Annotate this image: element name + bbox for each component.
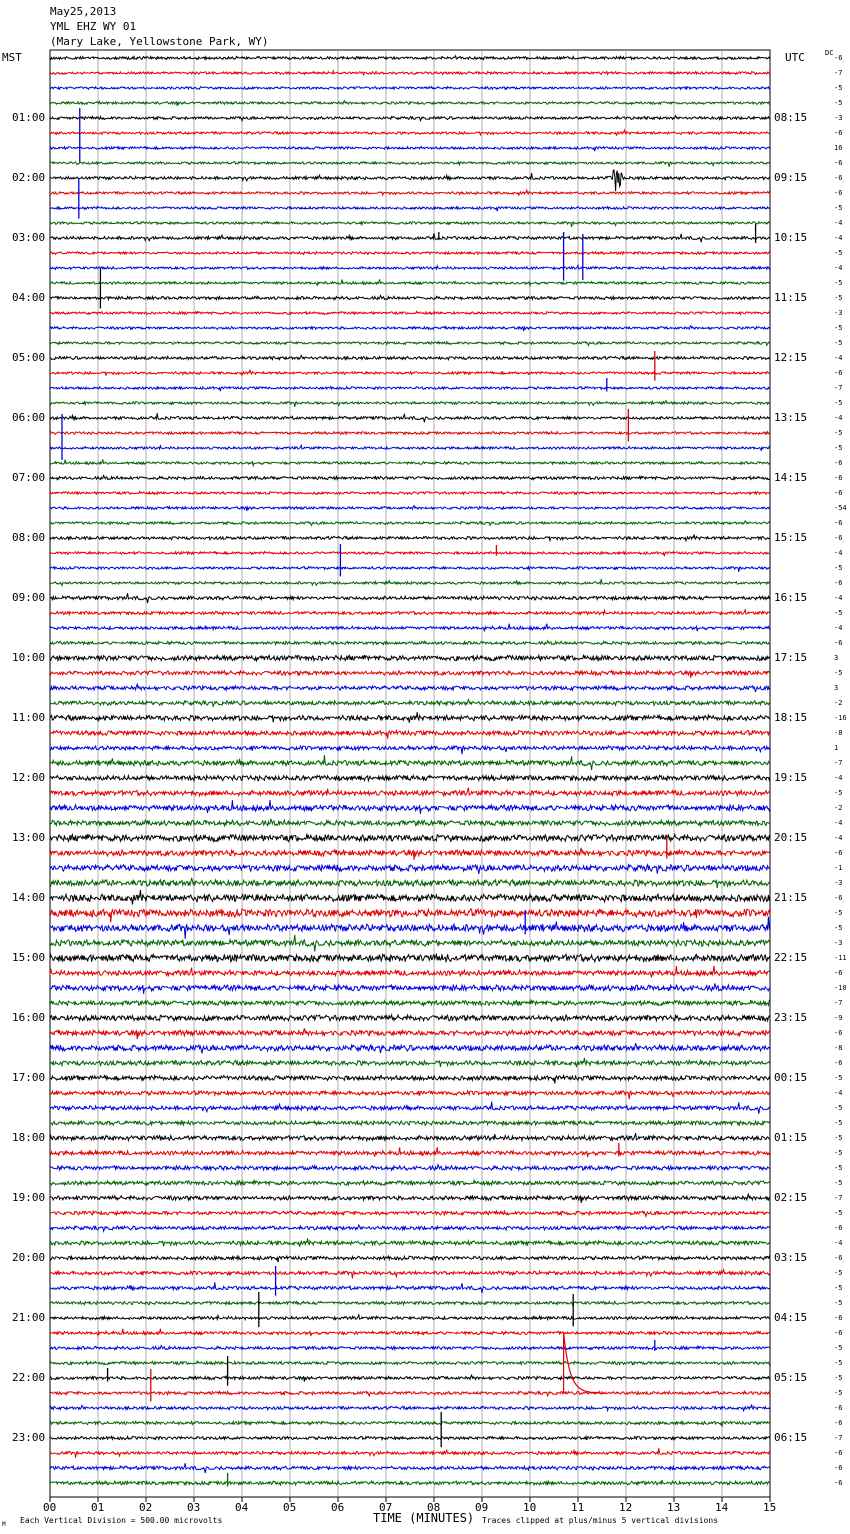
dc-offset-label: -5 [834, 1389, 843, 1397]
seismic-trace [50, 684, 770, 692]
left-hour-label: 03:00 [12, 231, 46, 244]
station-location: (Mary Lake, Yellowstone Park, WY) [50, 35, 269, 48]
seismic-trace [50, 265, 770, 269]
seismic-trace [50, 865, 770, 874]
dc-offset-label: 1 [834, 744, 839, 752]
dc-offset-label: -2 [834, 804, 843, 812]
dc-offset-label: -5 [834, 1149, 843, 1157]
seismic-trace [50, 1270, 770, 1279]
dc-offset-label: -5 [834, 564, 843, 572]
left-timezone-label: MST [2, 51, 22, 64]
seismic-trace [50, 1301, 770, 1304]
seismic-trace [50, 233, 770, 242]
dc-offset-label: -6 [834, 579, 843, 587]
dc-offset-label: -6 [834, 1254, 843, 1262]
left-hour-label: 15:00 [12, 951, 46, 964]
seismic-trace [50, 878, 770, 888]
right-hour-label: 10:15 [774, 231, 808, 244]
dc-offset-label: -5 [834, 669, 843, 677]
right-hour-label: 11:15 [774, 291, 808, 304]
dc-offset-label: -4 [834, 774, 843, 782]
dc-offset-label: -7 [834, 384, 843, 392]
seismic-trace [50, 624, 770, 631]
dc-offset-label: -5 [834, 924, 843, 932]
left-hour-label: 10:00 [12, 651, 46, 664]
dc-offset-label: -7 [834, 69, 843, 77]
dc-offset-label: -4 [834, 354, 843, 362]
seismic-trace [50, 413, 770, 422]
dc-offset-label: -7 [834, 1434, 843, 1442]
dc-offset-label: -4 [834, 834, 843, 842]
seismic-trace [50, 1256, 770, 1262]
dc-offset-label: -5 [834, 789, 843, 797]
dc-offset-label: -4 [834, 414, 843, 422]
x-axis-tick-label: 04 [235, 1501, 249, 1514]
seismic-trace [50, 170, 770, 191]
seismic-trace [50, 1282, 770, 1293]
dc-offset-label: -5 [834, 1269, 843, 1277]
seismic-trace [50, 432, 770, 435]
right-hour-label: 19:15 [774, 771, 808, 784]
seismic-trace [50, 355, 770, 359]
seismic-trace [50, 1028, 770, 1039]
dc-offset-label: -5 [834, 1119, 843, 1127]
dc-offset-label: -5 [834, 249, 843, 257]
seismic-trace [50, 101, 770, 106]
dc-offset-label: -5 [834, 909, 843, 917]
seismic-trace [50, 87, 770, 90]
dc-offset-label: -5 [834, 444, 843, 452]
vertical-scale-note: Each Vertical Division = 500.00 microvolts [20, 1516, 223, 1525]
seismic-trace [50, 1448, 770, 1457]
seismic-trace [50, 890, 770, 905]
right-hour-label: 16:15 [774, 591, 808, 604]
dc-offset-label: -5 [834, 1344, 843, 1352]
dc-offset-label: -6 [834, 459, 843, 467]
right-hour-label: 03:15 [774, 1251, 808, 1264]
left-hour-label: 18:00 [12, 1131, 46, 1144]
left-hour-label: 16:00 [12, 1011, 46, 1024]
right-hour-label: 23:15 [774, 1011, 808, 1024]
seismic-trace [50, 1043, 770, 1053]
dc-offset-label: -6 [834, 1329, 843, 1337]
dc-offset-label: -6 [834, 489, 843, 497]
seismic-trace [50, 1315, 770, 1320]
seismic-trace [50, 983, 770, 993]
dc-offset-label: -6 [834, 159, 843, 167]
dc-offset-label: -6 [834, 1419, 843, 1427]
seismic-trace [50, 1058, 770, 1067]
dc-offset-label: -5 [834, 1074, 843, 1082]
left-hour-label: 11:00 [12, 711, 46, 724]
right-hour-label: 04:15 [774, 1311, 808, 1324]
seismic-trace [50, 1133, 770, 1140]
seismic-trace [50, 917, 770, 939]
dc-offset-label: -6 [834, 1314, 843, 1322]
right-timezone-label: UTC [785, 51, 805, 64]
x-axis-tick-label: 13 [667, 1501, 681, 1514]
left-hour-label: 12:00 [12, 771, 46, 784]
dc-offset-label: -5 [834, 399, 843, 407]
seismic-trace [50, 1463, 770, 1473]
dc-offset-label: -6 [834, 894, 843, 902]
seismic-trace [50, 1075, 770, 1083]
dc-offset-label: -6 [834, 189, 843, 197]
seismic-trace [50, 1436, 770, 1440]
dc-offset-label: -5 [834, 1359, 843, 1367]
dc-offset-label: -4 [834, 1089, 843, 1097]
x-axis-tick-label: 06 [331, 1501, 345, 1514]
seismic-trace [50, 401, 770, 407]
x-axis-tick-label: 12 [619, 1501, 633, 1514]
seismic-trace [50, 116, 770, 121]
dc-offset-label: -3 [834, 939, 843, 947]
x-axis-tick-label: 05 [283, 1501, 297, 1514]
left-hour-label: 19:00 [12, 1191, 46, 1204]
seismic-trace [50, 579, 770, 586]
seismic-trace [50, 207, 770, 212]
right-hour-label: 22:15 [774, 951, 808, 964]
dc-offset-label: -5 [834, 279, 843, 287]
seismic-trace [50, 641, 770, 645]
dc-offset-label: -7 [834, 999, 843, 1007]
dc-offset-label: -5 [834, 1104, 843, 1112]
right-hour-label: 20:15 [774, 831, 808, 844]
seismic-trace [50, 775, 770, 781]
seismic-trace [50, 848, 770, 860]
seismic-trace [50, 326, 770, 331]
seismic-trace [50, 819, 770, 826]
dc-offset-label: -5 [834, 429, 843, 437]
seismic-trace [50, 1375, 770, 1382]
left-hour-label: 17:00 [12, 1071, 46, 1084]
seismic-trace [50, 311, 770, 314]
left-hour-label: 04:00 [12, 291, 46, 304]
right-hour-label: 14:15 [774, 471, 808, 484]
seismic-trace [50, 296, 770, 300]
dc-offset-label: -4 [834, 624, 843, 632]
dc-offset-label: -5 [834, 609, 843, 617]
dc-offset-label: -1 [834, 864, 843, 872]
dc-offset-label: 16 [834, 144, 843, 152]
seismic-trace [50, 342, 770, 346]
seismic-trace [50, 1405, 770, 1411]
seismic-trace [50, 1211, 770, 1216]
right-hour-label: 09:15 [774, 171, 808, 184]
x-axis-tick-label: 14 [715, 1501, 729, 1514]
dc-offset-label: -6 [834, 969, 843, 977]
dc-offset-label: -6 [834, 1449, 843, 1457]
dc-offset-label: -9 [834, 1014, 843, 1022]
right-hour-label: 13:15 [774, 411, 808, 424]
seismic-trace [50, 56, 770, 60]
dc-offset-label: -16 [834, 714, 847, 722]
dc-offset-label: -6 [834, 1029, 843, 1037]
seismic-trace [50, 909, 770, 922]
left-hour-label: 20:00 [12, 1251, 46, 1264]
dc-offset-header: DC [825, 49, 834, 57]
seismic-trace [50, 506, 770, 511]
left-hour-label: 09:00 [12, 591, 46, 604]
right-hour-label: 08:15 [774, 111, 808, 124]
dc-offset-label: -5 [834, 204, 843, 212]
seismic-trace [50, 731, 770, 739]
left-hour-label: 23:00 [12, 1431, 46, 1444]
seismic-trace [50, 954, 770, 962]
dc-offset-label: -6 [834, 474, 843, 482]
x-axis-tick-label: 11 [571, 1501, 585, 1514]
right-hour-label: 15:15 [774, 531, 808, 544]
dc-offset-label: -6 [834, 1224, 843, 1232]
seismic-trace [50, 1015, 770, 1021]
seismic-trace [50, 1361, 770, 1365]
dc-offset-label: -3 [834, 879, 843, 887]
dc-offset-label: -4 [834, 264, 843, 272]
dc-offset-label: -4 [834, 819, 843, 827]
corner-mark: M [2, 1521, 6, 1528]
dc-offset-label: -8 [834, 729, 843, 737]
dc-offset-label: -4 [834, 594, 843, 602]
dc-offset-label: -5 [834, 339, 843, 347]
dc-offset-label: -6 [834, 639, 843, 647]
dc-offset-label: -5 [834, 1299, 843, 1307]
dc-offset-label: -3 [834, 114, 843, 122]
left-hour-label: 21:00 [12, 1311, 46, 1324]
x-axis-tick-label: 01 [91, 1501, 105, 1514]
seismic-trace [50, 610, 770, 615]
seismic-trace [50, 1165, 770, 1171]
record-date: May25,2013 [50, 5, 117, 18]
dc-offset-label: -5 [834, 1164, 843, 1172]
seismic-trace [50, 491, 770, 494]
left-hour-label: 08:00 [12, 531, 46, 544]
x-axis-tick-label: 00 [43, 1501, 57, 1514]
right-hour-label: 00:15 [774, 1071, 808, 1084]
seismic-trace [50, 671, 770, 678]
seismic-trace [50, 222, 770, 227]
left-hour-label: 02:00 [12, 171, 46, 184]
seismic-trace [50, 755, 770, 770]
seismic-trace [50, 593, 770, 603]
dc-offset-label: -5 [834, 1209, 843, 1217]
x-axis-tick-label: 09 [475, 1501, 489, 1514]
seismic-trace [50, 1480, 770, 1485]
dc-offset-label: -4 [834, 234, 843, 242]
seismic-trace [50, 655, 770, 661]
right-hour-label: 12:15 [774, 351, 808, 364]
left-hour-label: 05:00 [12, 351, 46, 364]
station-code: YML EHZ WY 01 [50, 20, 137, 33]
dc-offset-label: -5 [834, 294, 843, 302]
dc-offset-label: -7 [834, 1194, 843, 1202]
dc-offset-label: -5 [834, 1134, 843, 1142]
left-hour-label: 01:00 [12, 111, 46, 124]
seismic-trace [50, 459, 770, 465]
dc-offset-label: -6 [834, 1404, 843, 1412]
seismic-trace [50, 935, 770, 952]
dc-offset-label: -6 [834, 54, 843, 62]
seismic-trace [50, 746, 770, 754]
right-hour-label: 17:15 [774, 651, 808, 664]
dc-offset-label: -6 [834, 1059, 843, 1067]
dc-offset-label: -6 [834, 534, 843, 542]
seismic-trace [50, 1000, 770, 1005]
seismic-trace [50, 445, 770, 450]
seismic-trace [50, 1102, 770, 1114]
x-axis-title: TIME (MINUTES) [373, 1511, 475, 1525]
dc-offset-label: -5 [834, 1284, 843, 1292]
dc-offset-label: -6 [834, 369, 843, 377]
dc-offset-label: -6 [834, 174, 843, 182]
dc-offset-label: -4 [834, 1239, 843, 1247]
right-hour-label: 02:15 [774, 1191, 808, 1204]
dc-offset-label: -4 [834, 219, 843, 227]
seismic-trace [50, 834, 770, 842]
seismic-trace [50, 788, 770, 796]
dc-offset-label: 3 [834, 654, 839, 662]
dc-offset-label: -6 [834, 1464, 843, 1472]
dc-offset-label: -6 [834, 1479, 843, 1487]
seismic-trace [50, 1238, 770, 1246]
seismic-trace [50, 567, 770, 572]
dc-offset-label: -4 [834, 549, 843, 557]
right-hour-label: 06:15 [774, 1431, 808, 1444]
seismic-trace [50, 370, 770, 375]
left-hour-label: 06:00 [12, 411, 46, 424]
seismic-trace [50, 712, 770, 722]
x-axis-tick-label: 02 [139, 1501, 153, 1514]
dc-offset-label: 3 [834, 684, 839, 692]
seismic-trace [50, 1121, 770, 1125]
seismic-trace [50, 279, 770, 285]
seismic-trace [50, 162, 770, 167]
seismic-trace [50, 1421, 770, 1426]
seismic-trace [50, 1391, 770, 1396]
seismic-trace [50, 130, 770, 135]
seismic-trace [50, 1346, 770, 1350]
left-hour-label: 22:00 [12, 1371, 46, 1384]
left-hour-label: 14:00 [12, 891, 46, 904]
dc-offset-label: -6 [834, 849, 843, 857]
seismic-trace [50, 1329, 770, 1336]
seismic-trace [50, 1194, 770, 1203]
x-axis-tick-label: 03 [187, 1501, 201, 1514]
right-hour-label: 01:15 [774, 1131, 808, 1144]
dc-offset-label: -5 [834, 1374, 843, 1382]
seismic-trace [50, 190, 770, 195]
seismic-trace [50, 1180, 770, 1185]
dc-offset-label: -10 [834, 984, 847, 992]
clipping-note: Traces clipped at plus/minus 5 vertical divisions [482, 1516, 719, 1525]
seismic-trace [50, 552, 770, 557]
dc-offset-label: -3 [834, 309, 843, 317]
dc-offset-label: -5 [834, 324, 843, 332]
dc-offset-label: -6 [834, 129, 843, 137]
dc-offset-label: -2 [834, 699, 843, 707]
left-hour-label: 13:00 [12, 831, 46, 844]
dc-offset-label: -11 [834, 954, 847, 962]
dc-offset-label: -6 [834, 519, 843, 527]
seismic-trace [50, 800, 770, 814]
dc-offset-label: -7 [834, 759, 843, 767]
dc-offset-label: -5 [834, 99, 843, 107]
seismic-trace [50, 147, 770, 152]
seismic-trace [50, 1225, 770, 1231]
dc-offset-label: -8 [834, 1044, 843, 1052]
x-axis-tick-label: 15 [763, 1501, 777, 1514]
seismic-trace [50, 535, 770, 541]
plot-frame [50, 50, 770, 1497]
x-axis-tick-label: 10 [523, 1501, 537, 1514]
dc-offset-label: -54 [834, 504, 847, 512]
seismic-trace [50, 1147, 770, 1157]
x-axis-tick-label: 07 [379, 1501, 393, 1514]
seismic-trace [50, 71, 770, 76]
seismic-trace [50, 1091, 770, 1099]
dc-offset-label: -5 [834, 84, 843, 92]
dc-offset-label: -5 [834, 1179, 843, 1187]
seismic-trace [50, 700, 770, 707]
seismic-trace [50, 521, 770, 526]
right-hour-label: 18:15 [774, 711, 808, 724]
right-hour-label: 21:15 [774, 891, 808, 904]
seismic-trace [50, 966, 770, 978]
x-axis-tick-label: 08 [427, 1501, 441, 1514]
left-hour-label: 07:00 [12, 471, 46, 484]
seismic-trace [50, 387, 770, 391]
seismic-trace [50, 476, 770, 480]
seismic-trace [50, 252, 770, 255]
right-hour-label: 05:15 [774, 1371, 808, 1384]
